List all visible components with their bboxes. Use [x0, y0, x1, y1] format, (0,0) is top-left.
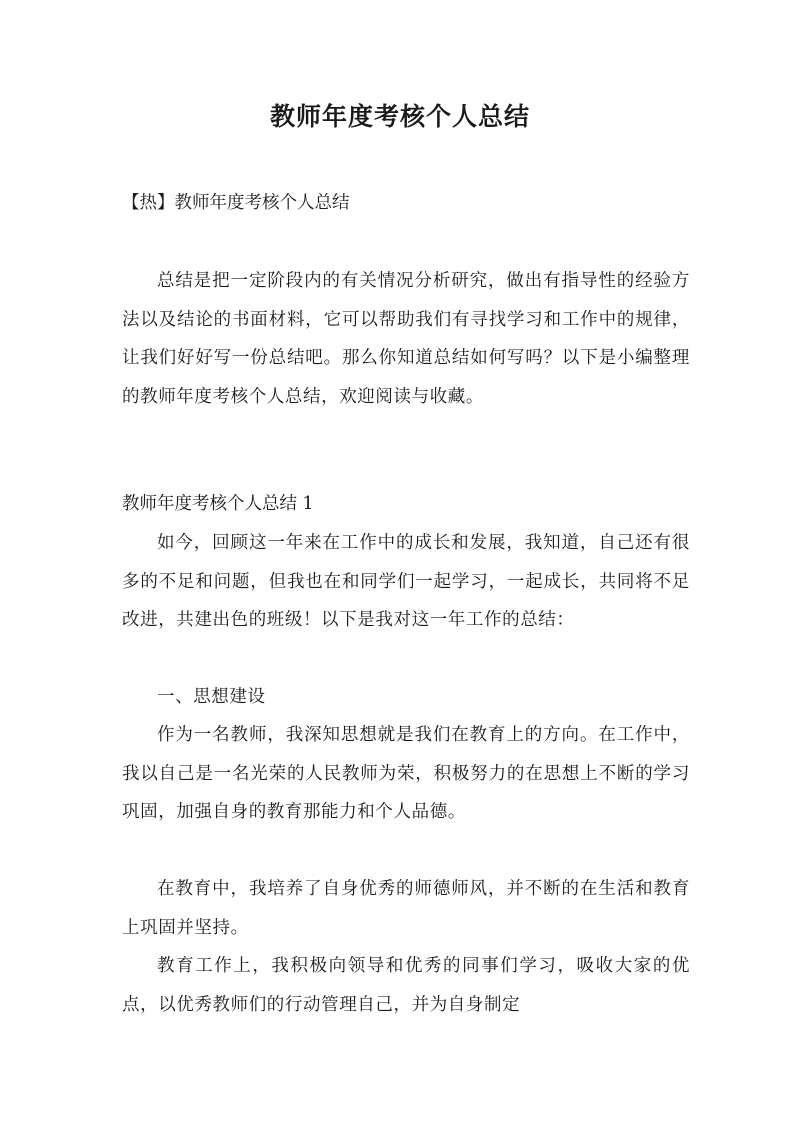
- document-subtitle: 【热】教师年度考核个人总结: [122, 193, 350, 213]
- section-heading: 一、思想建设: [157, 687, 266, 707]
- body-paragraph: 在教育中，我培养了自身优秀的师德师风，并不断的在生活和教育上巩固并坚持。: [122, 879, 690, 938]
- document-title: 教师年度考核个人总结: [269, 102, 530, 131]
- intro-paragraph: 总结是把一定阶段内的有关情况分析研究，做出有指导性的经验方法以及结论的书面材料，它可以帮助我们有寻找学习和工作中的规律，让我们好好写一份总结吧。那么你知道总结如何写吗？以下是小编整理的教师年度考核个人总结，欢迎阅读与收藏。: [122, 271, 690, 407]
- body-paragraph: 作为一名教师，我深知思想就是我们在教育上的方向。在工作中，我以自己是一名光荣的人民教师为荣，积极努力的在思想上不断的学习巩固，加强自身的教育那能力和个人品德。: [122, 725, 690, 822]
- body-paragraph: 如今，回顾这一年来在工作中的成长和发展，我知道，自己还有很多的不足和问题，但我也在和同学们一起学习，一起成长，共同将不足改进，共建出色的班级！以下是我对这一年工作的总结：: [122, 533, 690, 630]
- section-title: 教师年度考核个人总结 1: [122, 494, 314, 514]
- body-paragraph: 教育工作上，我积极向领导和优秀的同事们学习，吸收大家的优点，以优秀教师们的行动管理自己，并为自身制定: [122, 956, 690, 1015]
